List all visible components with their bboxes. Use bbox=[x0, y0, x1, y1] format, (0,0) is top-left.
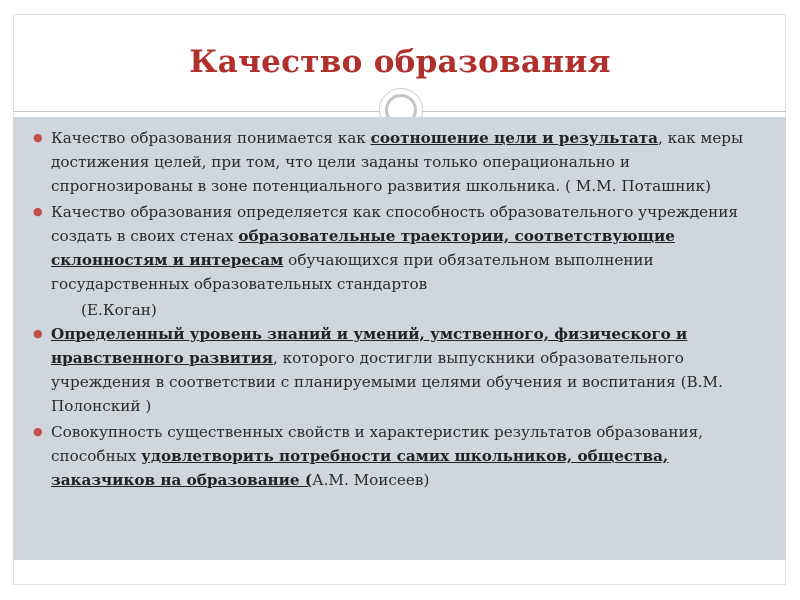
bullet-highlight: удовлетворить потребности самих школьников, общества, заказчиков на образование ( bbox=[51, 447, 669, 489]
bullet-highlight: соотношение цели и результата bbox=[370, 129, 658, 147]
bullet-text: , как меры достижения целей, при том, что цели заданы только операционально и спрогнозированы в зоне потенциального развития школьника. ( М.М. Поташник) bbox=[51, 129, 744, 195]
bullet-dot-icon: ● bbox=[33, 205, 43, 218]
bullet-text: , которого достигли выпускники образовательного учреждения в соответствии с планируемыми целями обучения и воспитания (В.М. Полонский ) bbox=[51, 349, 723, 415]
bullet-dot-icon: ● bbox=[33, 425, 43, 438]
content-panel bbox=[13, 117, 786, 560]
bullet-dot-icon: ● bbox=[33, 131, 43, 144]
bullet-author: (Е.Коган) bbox=[81, 301, 157, 319]
bullet-item-1 bbox=[33, 126, 776, 198]
bullet-text: обучающихся при обязательном выполнении государственных образовательных стандартов bbox=[51, 251, 654, 293]
bullet-text: Качество образования понимается как bbox=[51, 129, 371, 147]
bullet-text: А.М. Моисеев) bbox=[312, 471, 430, 489]
bullet-highlight: Определенный уровень знаний и умений, умственного, физического и нравственного развития bbox=[51, 325, 688, 367]
bullet-text: Качество образования определяется как способность образовательного учреждения создать в своих стенах bbox=[51, 203, 738, 245]
bullet-item-2 bbox=[33, 200, 776, 296]
bullet-text: Совокупность существенных свойств и характеристик результатов образования, способных bbox=[51, 423, 704, 465]
bullet-highlight: образовательные траектории, соответствующие склонностям и интересам bbox=[51, 227, 675, 269]
bullet-item-4 bbox=[33, 420, 776, 492]
bullet-dot-icon: ● bbox=[33, 327, 43, 340]
bullet-item-3 bbox=[33, 322, 776, 418]
slide-title: Качество образования bbox=[189, 44, 611, 80]
